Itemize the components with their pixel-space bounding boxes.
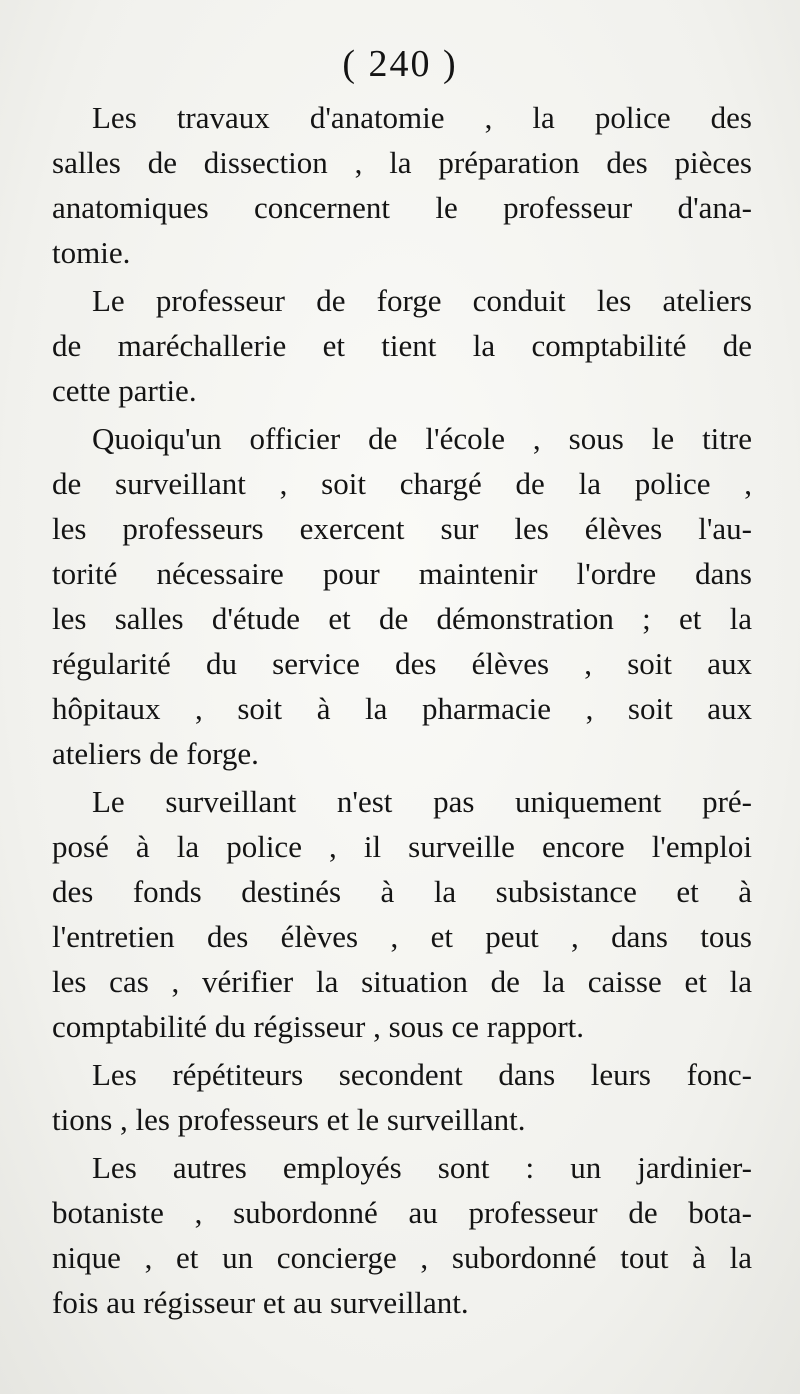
- text-line: les salles d'étude et de démonstration ; et la: [52, 601, 752, 636]
- text-line: Quoiqu'un officier de l'école , sous le titre: [92, 421, 752, 456]
- text-line: ateliers de forge.: [52, 736, 259, 771]
- paragraph: [52, 1052, 752, 1142]
- text-line: botaniste , subordonné au professeur de bota-: [52, 1195, 752, 1230]
- text-line: de maréchallerie et tient la comptabilité de: [52, 328, 752, 363]
- text-line: les cas , vérifier la situation de la caisse et la: [52, 964, 752, 999]
- text-line: Le surveillant n'est pas uniquement pré-: [92, 784, 752, 819]
- paragraph: [52, 278, 752, 413]
- text-line: Les répétiteurs secondent dans leurs fonc-: [92, 1057, 752, 1092]
- text-line: salles de dissection , la préparation des pièces: [52, 145, 752, 180]
- text-line: Les autres employés sont : un jardinier-: [92, 1150, 752, 1185]
- paragraph: [52, 779, 752, 1049]
- text-line: fois au régisseur et au surveillant.: [52, 1285, 469, 1320]
- text-line: comptabilité du régisseur , sous ce rapport.: [52, 1009, 585, 1044]
- text-line: régularité du service des élèves , soit aux: [52, 646, 752, 681]
- text-line: cette partie.: [52, 373, 197, 408]
- text-line: posé à la police , il surveille encore l'emploi: [52, 829, 752, 864]
- text-line: Les travaux d'anatomie , la police des: [92, 100, 752, 135]
- text-line: tions , les professeurs et le surveillant.: [52, 1102, 526, 1137]
- paragraph: [52, 416, 752, 776]
- text-line: tomie.: [52, 235, 131, 270]
- page-number: ( 240 ): [342, 43, 458, 85]
- text-line: Le professeur de forge conduit les ateliers: [92, 283, 752, 318]
- text-line: des fonds destinés à la subsistance et à: [52, 874, 752, 909]
- text-line: les professeurs exercent sur les élèves l'au-: [52, 511, 752, 546]
- text-line: l'entretien des élèves , et peut , dans tous: [52, 919, 752, 954]
- text-line: hôpitaux , soit à la pharmacie , soit aux: [52, 691, 752, 726]
- text-line: de surveillant , soit chargé de la police ,: [52, 466, 752, 501]
- text-line: nique , et un concierge , subordonné tout à la: [52, 1240, 752, 1275]
- body-text: [52, 95, 752, 1325]
- paragraph: [52, 1145, 752, 1325]
- text-line: anatomiques concernent le professeur d'ana-: [52, 190, 752, 225]
- text-line: torité nécessaire pour maintenir l'ordre dans: [52, 556, 752, 591]
- paragraph: [52, 95, 752, 275]
